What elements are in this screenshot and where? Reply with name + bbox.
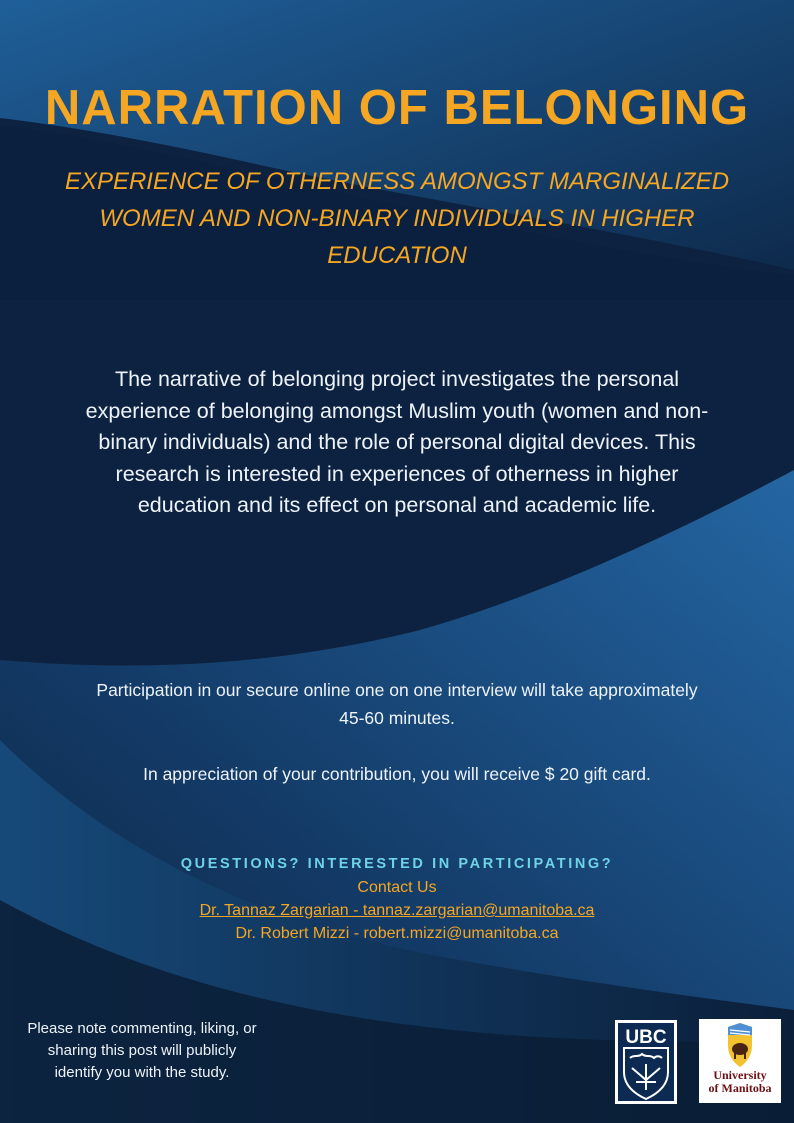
poster-title: NARRATION OF BELONGING xyxy=(44,81,750,135)
ubc-text: UBC xyxy=(625,1027,667,1048)
questions-heading: QUESTIONS? INTERESTED IN PARTICIPATING? xyxy=(180,856,614,872)
contact-row-2: Dr. Robert Mizzi - robert.mizzi@umanitoba.ca xyxy=(235,925,559,942)
contact-link-zargarian[interactable]: Dr. Tannaz Zargarian - tannaz.zargarian@umanitoba.ca xyxy=(199,902,595,919)
bison-crest-icon xyxy=(725,1023,755,1067)
privacy-note: Please note commenting, liking, or sharing this post will publicly identify you with the study. xyxy=(27,1020,257,1081)
intro-paragraph: The narrative of belonging project investigates the personal experience of belonging amongst Muslim youth (women and non-binary individuals) and the role of personal digital devices. This research is interested in experiences of otherness in higher education and its effect on personal and academic life. xyxy=(85,367,709,517)
umanitoba-logo xyxy=(699,1019,781,1103)
participation-text: Participation in our secure online one on one interview will take approximately 45-60 minutes. xyxy=(96,680,698,728)
umanitoba-line1: University xyxy=(713,1068,767,1082)
umanitoba-line2: of Manitoba xyxy=(708,1081,772,1095)
appreciation-text: In appreciation of your contribution, you will receive $ 20 gift card. xyxy=(143,764,651,784)
ubc-crest-icon xyxy=(615,1020,677,1104)
poster-subtitle: EXPERIENCE OF OTHERNESS AMONGST MARGINALIZED WOMEN AND NON-BINARY INDIVIDUALS IN HIGHER EDUCATION xyxy=(64,168,730,269)
contact-row-1 xyxy=(0,902,794,920)
contact-label: Contact Us xyxy=(357,879,437,896)
